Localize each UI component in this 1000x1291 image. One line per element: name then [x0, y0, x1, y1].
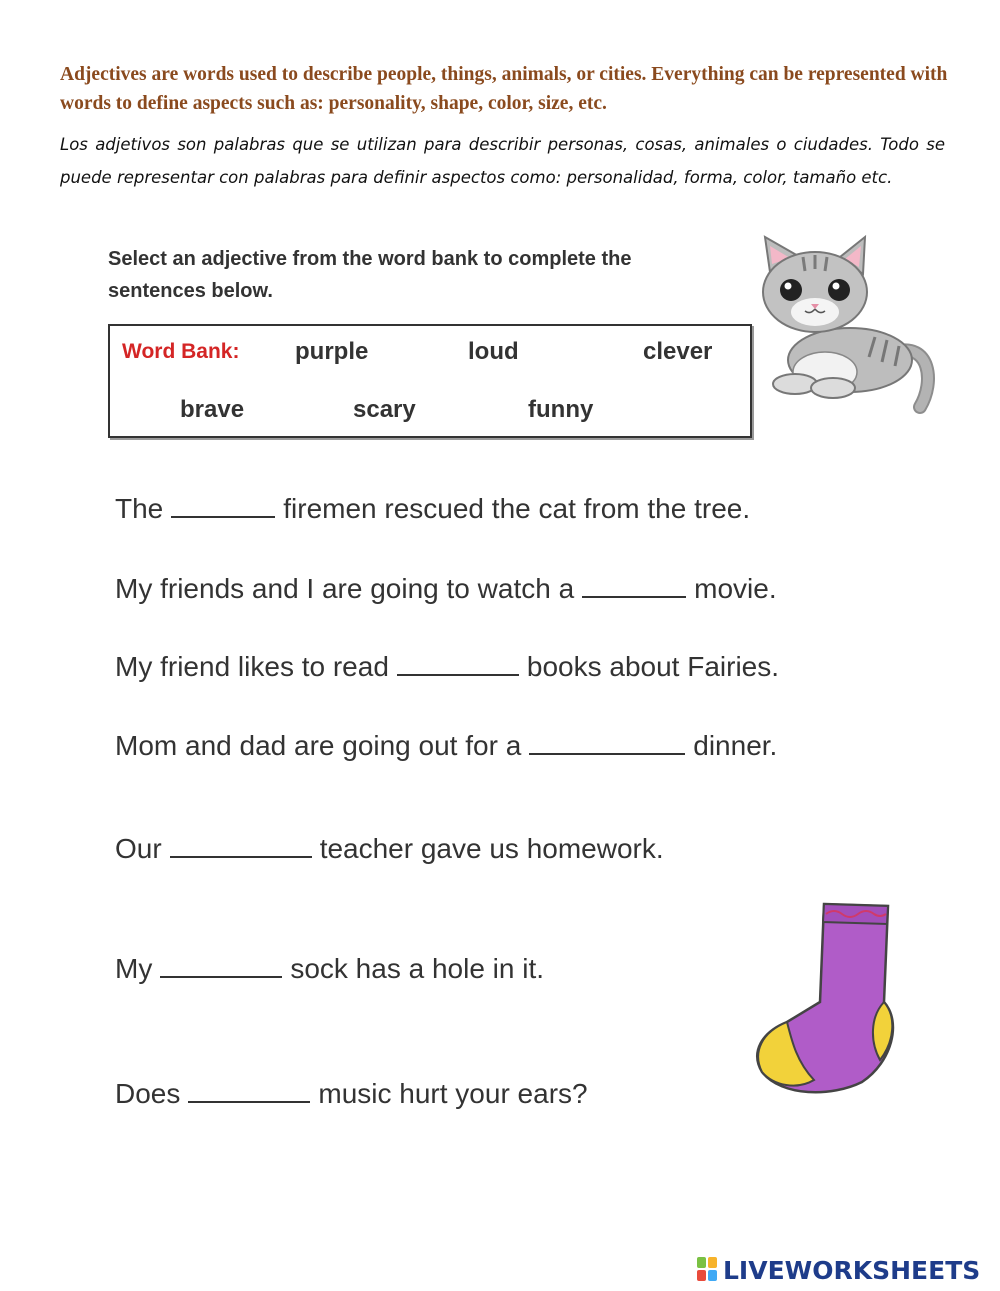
liveworksheets-logo	[697, 1252, 980, 1288]
sentence-text-after: firemen rescued the cat from the tree.	[283, 493, 751, 524]
logo-icon	[697, 1257, 719, 1283]
sentence-3	[115, 648, 779, 683]
sentence-text-before: Our	[115, 833, 162, 864]
answer-blank[interactable]	[160, 950, 282, 978]
sentence-text-after: sock has a hole in it.	[290, 953, 545, 984]
word-bank-label: Word Bank:	[122, 340, 240, 363]
word-bank-word: clever	[643, 338, 713, 365]
word-bank-word: purple	[295, 338, 369, 365]
sentence-text-after: music hurt your ears?	[318, 1078, 588, 1109]
word-bank-word: brave	[180, 396, 245, 423]
sentence-2	[115, 570, 777, 605]
sentence-text-before: The	[115, 493, 164, 524]
answer-blank[interactable]	[170, 830, 312, 858]
instructions: Select an adjective from the word bank to complete the sentences below.	[108, 248, 632, 302]
sentence-5	[115, 830, 664, 865]
sentence-text-before: My	[115, 953, 153, 984]
answer-blank[interactable]	[171, 490, 275, 518]
sentence-text-after: dinner.	[693, 730, 778, 761]
sentence-7	[115, 1075, 588, 1110]
sentence-1	[115, 490, 750, 525]
sentence-text-before: Does	[115, 1078, 181, 1109]
sentence-text-before: Mom and dad are going out for a	[115, 730, 522, 761]
sentence-text-after: teacher gave us homework.	[319, 833, 664, 864]
word-bank-word: funny	[528, 396, 594, 423]
logo-text: LIVEWORKSHEETS	[723, 1255, 981, 1285]
sentence-text-after: movie.	[694, 573, 777, 604]
answer-blank[interactable]	[188, 1075, 310, 1103]
sentence-text-after: books about Fairies.	[526, 651, 780, 682]
cat-illustration	[755, 232, 945, 417]
sentence-text-before: My friend likes to read	[115, 651, 389, 682]
sentence-text-before: My friends and I are going to watch a	[115, 573, 575, 604]
word-bank-word: scary	[353, 396, 416, 423]
intro-english: Adjectives are words used to describe people, things, animals, or cities. Everything can be represented with words to define aspects such as: personality, shape, color, size, etc.	[60, 64, 948, 114]
sentence-6	[115, 950, 544, 985]
answer-blank[interactable]	[397, 648, 519, 676]
sock-illustration	[752, 892, 902, 1097]
answer-blank[interactable]	[582, 570, 686, 598]
word-bank	[108, 324, 752, 438]
answer-blank[interactable]	[529, 727, 685, 755]
sentence-4	[115, 727, 777, 762]
word-bank-word: loud	[468, 338, 519, 365]
intro-spanish: Los adjetivos son palabras que se utilizan para describir personas, cosas, animales o ciudades. Todo se puede representar con palabras para definir aspectos como: personalidad, forma, color, tamaño etc.	[60, 135, 945, 187]
